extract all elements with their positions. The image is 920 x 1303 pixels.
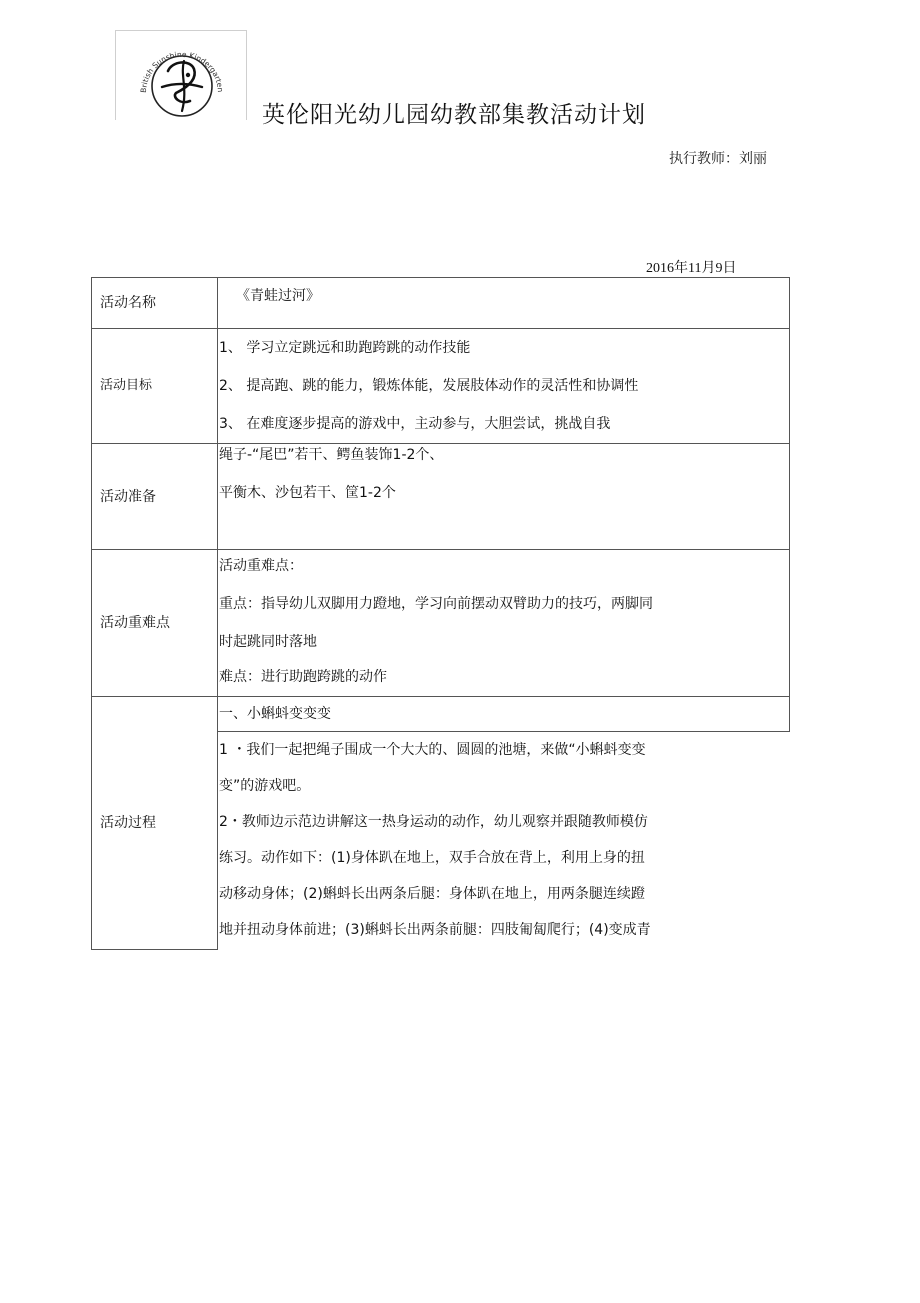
table-row-key-points bbox=[92, 550, 790, 697]
plan-date: 2016年11月9日 bbox=[646, 261, 737, 276]
goals-cell bbox=[218, 329, 790, 444]
preparation-line: 平衡木、沙包若干、筐1-2个 bbox=[219, 485, 396, 501]
process-heading: 一、小蝌蚪变变变 bbox=[218, 697, 790, 732]
key-point-line: 时起跳同时落地 bbox=[219, 634, 317, 650]
preparation-label: 活动准备 bbox=[92, 444, 218, 550]
goal-item: 1、 学习立定跳远和助跑跨跳的动作技能 bbox=[219, 340, 471, 356]
process-line: 变”的游戏吧。 bbox=[219, 778, 311, 795]
teacher-name: 执行教师：刘丽 bbox=[669, 151, 767, 167]
activity-name-value: 《青蛙过河》 bbox=[218, 278, 790, 329]
process-body bbox=[218, 732, 790, 950]
logo-frame bbox=[115, 30, 247, 120]
table-row-process-heading bbox=[92, 697, 790, 732]
table-row-preparation bbox=[92, 444, 790, 550]
goals-label: 活动目标 bbox=[92, 329, 218, 444]
process-line: 1 ・我们一起把绳子围成一个大大的、圆圆的池塘，来做“小蝌蚪变变 bbox=[219, 742, 646, 759]
key-point-line: 活动重难点： bbox=[219, 558, 303, 574]
preparation-line: 绳子-“尾巴”若干、鳄鱼装饰1-2个、 bbox=[219, 447, 444, 463]
activity-plan-table bbox=[91, 277, 790, 950]
process-line: 练习。动作如下：(1)身体趴在地上，双手合放在背上，利用上身的扭 bbox=[219, 850, 645, 867]
process-line: 地并扭动身体前进；(3)蝌蚪长出两条前腿：四肢匍匐爬行；(4)变成青 bbox=[219, 922, 651, 939]
table-row-activity-name bbox=[92, 278, 790, 329]
process-label: 活动过程 bbox=[92, 697, 218, 950]
table-row-goals bbox=[92, 329, 790, 444]
process-line: 2・教师边示范边讲解这一热身运动的动作，幼儿观察并跟随教师模仿 bbox=[219, 814, 648, 831]
goal-item: 2、 提高跑、跳的能力，锻炼体能，发展肢体动作的灵活性和协调性 bbox=[219, 378, 639, 394]
goal-item: 3、 在难度逐步提高的游戏中，主动参与，大胆尝试，挑战自我 bbox=[219, 416, 611, 432]
kindergarten-logo bbox=[132, 31, 232, 121]
key-point-line: 重点：指导幼儿双脚用力蹬地，学习向前摆动双臂助力的技巧，两脚同 bbox=[219, 596, 653, 612]
preparation-cell bbox=[218, 444, 790, 550]
logo-ring-text: British Sunshine Kindergarten bbox=[138, 49, 226, 94]
key-points-cell bbox=[218, 550, 790, 697]
key-points-label: 活动重难点 bbox=[92, 550, 218, 697]
key-point-line: 难点：进行助跑跨跳的动作 bbox=[219, 669, 387, 685]
process-line: 动移动身体；(2)蝌蚪长出两条后腿：身体趴在地上，用两条腿连续蹬 bbox=[219, 886, 645, 903]
activity-name-label: 活动名称 bbox=[92, 278, 218, 329]
page-title: 英伦阳光幼儿园幼教部集教活动计划 bbox=[262, 102, 646, 128]
